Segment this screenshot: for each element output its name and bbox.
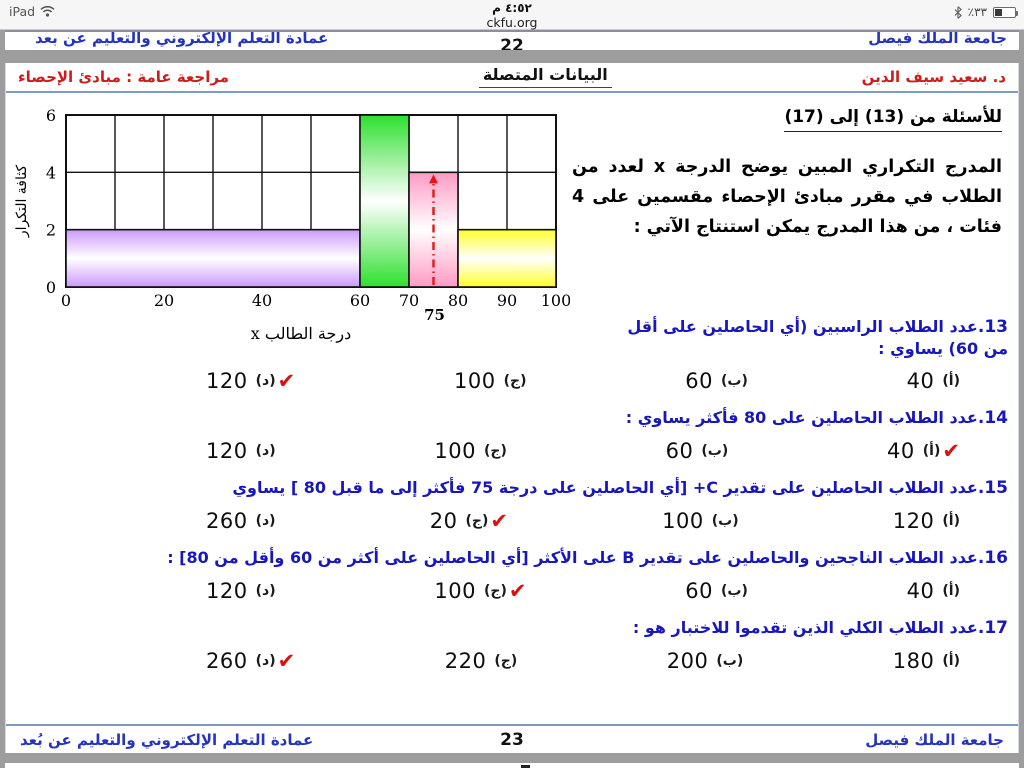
bluetooth-icon — [954, 6, 962, 19]
option-letter: (أ) — [942, 513, 960, 529]
option-value: 120 — [206, 369, 248, 393]
question-text — [16, 477, 1008, 499]
questions-list — [16, 309, 1008, 687]
question-body: عدد الطلاب الراسبين (أي الحاصلين على أقل من 60) يساوي : — [627, 317, 1008, 358]
question-text — [606, 316, 1008, 359]
answer-option — [454, 369, 526, 393]
chapter-title: البيانات المتصلة — [479, 65, 612, 88]
answer-option — [206, 579, 276, 603]
svg-text:4: 4 — [45, 163, 56, 183]
option-value: 60 — [665, 439, 694, 463]
svg-text:70: 70 — [398, 291, 420, 310]
intro-paragraph: المدرج التكراري المبين يوضح الدرجة x لعدد من الطلاب في مقرر مبادئ الإحصاء مقسمين على 4 فئات ، من هذا المدرج يمكن استنتاج الآتي : — [572, 157, 1002, 238]
option-value: 120 — [206, 579, 248, 603]
svg-text:80: 80 — [447, 291, 469, 310]
svg-text:2: 2 — [45, 220, 56, 240]
answer-option — [685, 369, 748, 393]
battery-percent: ٪٣٣ — [967, 5, 987, 19]
options-row — [206, 648, 960, 674]
svg-text:100: 100 — [540, 291, 570, 310]
answer-option — [430, 509, 508, 533]
answer-option — [667, 649, 743, 673]
option-letter: (أ) — [942, 373, 960, 389]
option-letter: (د) — [255, 583, 276, 599]
question-text — [16, 617, 1008, 639]
university-label: جامعة الملك فيصل — [868, 30, 1007, 47]
answer-option — [907, 369, 960, 393]
option-letter: (ب) — [721, 583, 748, 599]
answer-option — [434, 439, 506, 463]
correct-checkmark-icon: ✔ — [942, 438, 960, 463]
page-separator — [0, 50, 1024, 63]
svg-text:0: 0 — [60, 291, 72, 310]
svg-text:0: 0 — [45, 278, 56, 297]
question-body: عدد الطلاب الناجحين والحاصلين على تقدير B على الأكثر [أي الحاصلين على أكثر من 60 وأقل من 80] : — [167, 548, 978, 567]
clock: ٤:٥٢ م — [492, 1, 532, 15]
document-page — [5, 63, 1019, 753]
option-letter: (ج) — [503, 373, 527, 389]
option-value: 120 — [206, 439, 248, 463]
device-label: iPad — [9, 4, 36, 19]
header-rule — [6, 91, 1018, 93]
option-value: 200 — [666, 649, 709, 673]
option-letter: (د) — [255, 443, 276, 459]
previous-page-footer — [5, 30, 1019, 50]
option-value: 60 — [685, 369, 713, 393]
question-text — [16, 547, 1008, 569]
option-value: 120 — [892, 509, 935, 533]
instructor-name: د. سعيد سيف الدين — [861, 67, 1006, 86]
options-row — [206, 368, 960, 394]
answer-option — [887, 439, 960, 463]
answer-option — [907, 579, 960, 603]
question-body: عدد الطلاب الحاصلين على 80 فأكثر يساوي : — [625, 408, 978, 427]
options-row — [206, 508, 960, 534]
correct-checkmark-icon: ✔ — [490, 508, 508, 533]
option-letter: (ج) — [483, 583, 507, 599]
battery-icon — [993, 7, 1016, 18]
correct-checkmark-icon: ✔ — [277, 368, 296, 393]
answer-option — [893, 509, 960, 533]
page-footer — [6, 728, 1018, 752]
histogram-bar — [360, 115, 409, 287]
answer-option — [662, 509, 738, 533]
question-number: 17. — [977, 618, 1008, 638]
options-row — [206, 438, 960, 464]
university-label: جامعة الملك فيصل — [865, 731, 1004, 749]
answer-option — [206, 509, 276, 533]
option-letter: (ج) — [483, 443, 507, 459]
answer-option — [206, 439, 276, 463]
question-number: 13. — [977, 317, 1008, 337]
course-review-label: مراجعة عامة : مبادئ الإحصاء — [18, 67, 229, 86]
svg-text:60: 60 — [349, 291, 371, 310]
option-letter: (أ) — [922, 443, 941, 459]
option-letter: (د) — [255, 373, 276, 389]
svg-text:6: 6 — [45, 106, 56, 125]
option-letter: (د) — [255, 513, 276, 529]
option-letter: (ج) — [465, 513, 489, 529]
dean-label: عمادة التعلم الإلكتروني والتعليم عن بُعد — [20, 731, 314, 749]
svg-text:40: 40 — [251, 291, 273, 310]
answer-option — [206, 649, 295, 673]
page-header — [6, 63, 1018, 90]
page-separator — [0, 753, 1024, 763]
option-value: 180 — [892, 649, 935, 673]
option-value: 100 — [662, 509, 704, 533]
dean-label: عمادة التعلم الإلكتروني والتعليم عن بعد — [35, 30, 329, 47]
option-letter: (ج) — [494, 653, 518, 669]
answer-option — [666, 439, 729, 463]
option-value: 20 — [429, 509, 458, 533]
question-number: 15. — [977, 478, 1008, 498]
page-number: 23 — [500, 730, 524, 750]
correct-checkmark-icon: ✔ — [277, 648, 296, 673]
questions-intro — [572, 107, 1002, 242]
answer-option — [685, 579, 748, 603]
site-url: ckfu.org — [486, 15, 538, 30]
page-number: 22 — [500, 36, 524, 50]
svg-text:90: 90 — [496, 291, 518, 310]
question-text — [16, 407, 1008, 429]
answer-option — [445, 649, 517, 673]
option-letter: (أ) — [942, 653, 960, 669]
footer-rule — [6, 724, 1018, 726]
option-value: 40 — [906, 369, 935, 393]
histogram-bar — [66, 230, 360, 287]
option-value: 260 — [206, 649, 248, 673]
question-body: عدد الطلاب الكلي الذين تقدموا للاختبار هو : — [632, 618, 978, 637]
next-page-edge — [5, 763, 1019, 768]
option-letter: (ب) — [721, 373, 748, 389]
option-value: 40 — [887, 439, 915, 463]
status-bar — [0, 0, 1024, 30]
option-value: 40 — [906, 579, 935, 603]
option-letter: (ب) — [716, 653, 744, 669]
correct-checkmark-icon: ✔ — [508, 578, 527, 603]
option-letter: (د) — [255, 653, 276, 669]
option-value: 60 — [685, 579, 713, 603]
histogram-bar — [458, 230, 556, 287]
option-value: 260 — [206, 509, 248, 533]
question-number: 16. — [977, 548, 1008, 568]
svg-text:75: 75 — [424, 306, 445, 324]
question-body: عدد الطلاب الحاصلين على تقدير C+ [أي الحاصلين على درجة 75 فأكثر إلى ما قبل 80 ] يساوي — [232, 478, 978, 497]
option-value: 220 — [444, 649, 487, 673]
svg-text:كثافة التكرار: كثافة التكرار — [14, 164, 30, 238]
svg-text:20: 20 — [153, 291, 175, 310]
options-row — [206, 578, 960, 604]
option-letter: (أ) — [942, 583, 960, 599]
option-value: 100 — [434, 439, 476, 463]
question-number: 14. — [977, 408, 1008, 428]
answer-option — [206, 369, 295, 393]
option-letter: (ب) — [701, 443, 729, 459]
svg-text:درجة الطالب x: درجة الطالب x — [250, 324, 352, 343]
option-letter: (ب) — [711, 513, 739, 529]
answer-option — [893, 649, 960, 673]
option-value: 100 — [454, 369, 496, 393]
option-value: 100 — [434, 579, 476, 603]
questions-range-heading: للأسئلة من (13) إلى (17) — [784, 107, 1002, 132]
answer-option — [434, 579, 526, 603]
